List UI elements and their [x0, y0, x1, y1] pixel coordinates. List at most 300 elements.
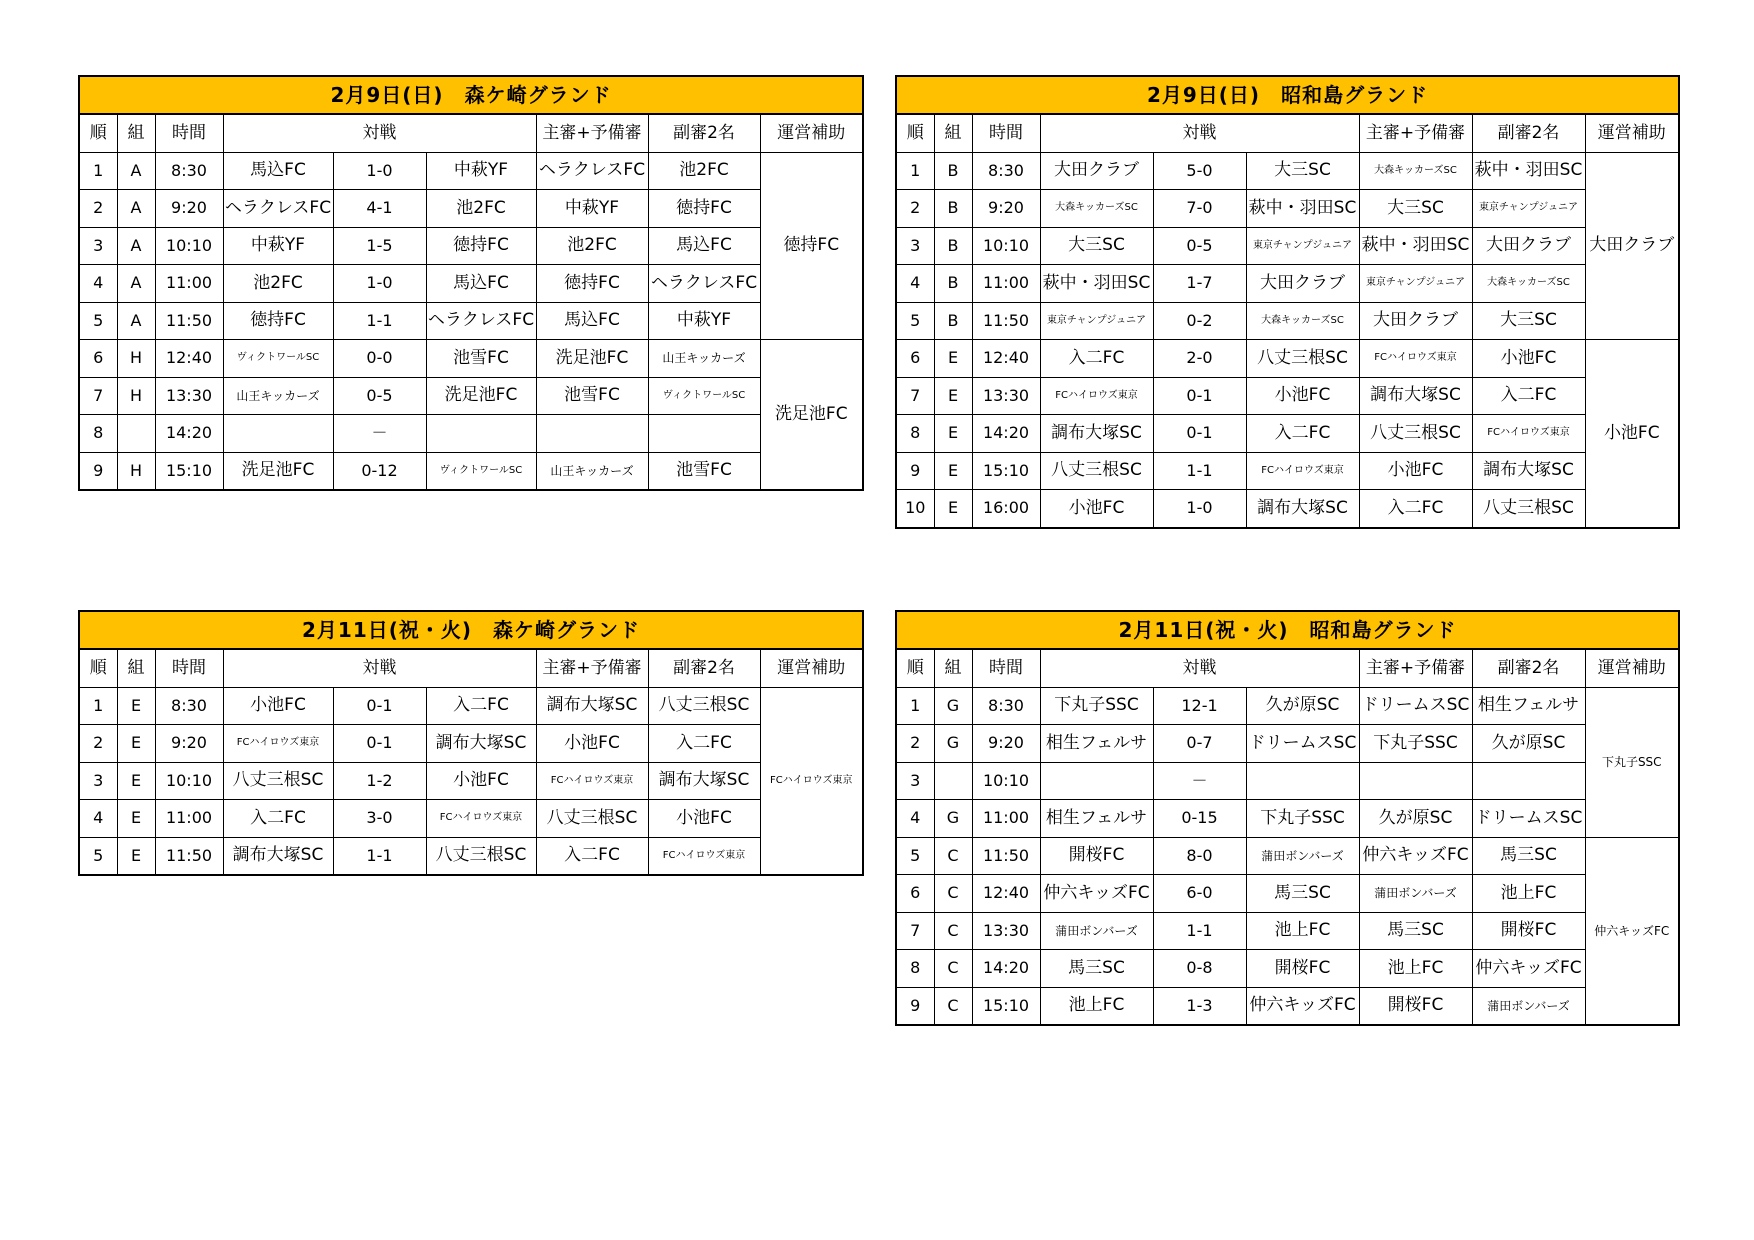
away-team: 馬込FC	[426, 265, 536, 303]
home-team: 小池FC	[1040, 490, 1153, 528]
match-score: 8-0	[1153, 837, 1246, 875]
away-team: ドリームスSC	[1246, 725, 1359, 763]
referee-team: ヘラクレスFC	[536, 152, 648, 190]
match-group: E	[117, 762, 155, 800]
table-row	[896, 265, 1679, 303]
match-time: 9:20	[972, 190, 1040, 228]
home-team	[1040, 762, 1153, 800]
match-score: 0-5	[333, 377, 426, 415]
table-title: 2月9日(日) 昭和島グランド	[896, 76, 1679, 114]
referee-team: 小池FC	[1359, 452, 1472, 490]
table-row	[79, 227, 863, 265]
assistant-team: 萩中・羽田SC	[1472, 152, 1585, 190]
header-assistants: 副審2名	[648, 649, 760, 687]
helper-team: 仲六キッズFC	[1585, 837, 1679, 1025]
referee-team: ドリームスSC	[1359, 687, 1472, 725]
match-time: 8:30	[972, 152, 1040, 190]
match-number: 1	[896, 687, 934, 725]
match-time: 11:50	[972, 837, 1040, 875]
home-team: ヴィクトワールSC	[223, 340, 333, 378]
home-team: 池2FC	[223, 265, 333, 303]
away-team: 大森キッカーズSC	[1246, 302, 1359, 340]
table-row	[896, 912, 1679, 950]
match-group: G	[934, 687, 972, 725]
match-score: 1-0	[1153, 490, 1246, 528]
header-order: 順	[79, 114, 117, 152]
schedule-table-4	[895, 610, 1680, 1026]
match-number: 4	[896, 265, 934, 303]
assistant-team: 大三SC	[1472, 302, 1585, 340]
referee-team: 八丈三根SC	[1359, 415, 1472, 453]
referee-team: 調布大塚SC	[536, 687, 648, 725]
away-team: 洗足池FC	[426, 377, 536, 415]
away-team: 東京チャンプジュニア	[1246, 227, 1359, 265]
match-score: 1-0	[333, 265, 426, 303]
match-number: 5	[79, 302, 117, 340]
match-group: G	[934, 725, 972, 763]
match-number: 6	[896, 340, 934, 378]
match-time: 10:10	[972, 762, 1040, 800]
match-group: A	[117, 152, 155, 190]
match-score: 1-5	[333, 227, 426, 265]
match-number: 9	[896, 987, 934, 1025]
match-group: E	[117, 800, 155, 838]
assistant-team: 徳持FC	[648, 190, 760, 228]
assistant-team: 蒲田ボンバーズ	[1472, 987, 1585, 1025]
table-row	[79, 762, 863, 800]
assistant-team: 仲六キッズFC	[1472, 950, 1585, 988]
match-number: 3	[79, 227, 117, 265]
header-order: 順	[79, 649, 117, 687]
table-row	[896, 302, 1679, 340]
match-number: 3	[896, 227, 934, 265]
match-time: 11:00	[972, 800, 1040, 838]
home-team: 大田クラブ	[1040, 152, 1153, 190]
referee-team: 馬込FC	[536, 302, 648, 340]
helper-team: 大田クラブ	[1585, 152, 1679, 340]
referee-team: 大三SC	[1359, 190, 1472, 228]
schedule-table-1	[78, 75, 864, 491]
table-row	[896, 687, 1679, 725]
assistant-team	[648, 415, 760, 453]
away-team: 池2FC	[426, 190, 536, 228]
away-team: 調布大塚SC	[426, 725, 536, 763]
table-row	[79, 190, 863, 228]
away-team: 久が原SC	[1246, 687, 1359, 725]
match-score: 5-0	[1153, 152, 1246, 190]
match-group	[934, 762, 972, 800]
home-team: 八丈三根SC	[223, 762, 333, 800]
match-score: 6-0	[1153, 875, 1246, 913]
match-time: 11:50	[155, 837, 223, 875]
match-score: 3-0	[333, 800, 426, 838]
match-score: 1-2	[333, 762, 426, 800]
away-team: 入二FC	[426, 687, 536, 725]
header-helper: 運営補助	[760, 649, 863, 687]
assistant-team	[1472, 762, 1585, 800]
match-group: B	[934, 265, 972, 303]
match-number: 10	[896, 490, 934, 528]
assistant-team: 調布大塚SC	[648, 762, 760, 800]
home-team: 大三SC	[1040, 227, 1153, 265]
away-team	[1246, 762, 1359, 800]
referee-team: 洗足池FC	[536, 340, 648, 378]
referee-team: 山王キッカーズ	[536, 452, 648, 490]
match-score: 1-1	[333, 837, 426, 875]
match-group: E	[934, 452, 972, 490]
assistant-team: 池雪FC	[648, 452, 760, 490]
home-team: 大森キッカーズSC	[1040, 190, 1153, 228]
match-score: 1-0	[333, 152, 426, 190]
assistant-team: 馬込FC	[648, 227, 760, 265]
table-row	[79, 687, 863, 725]
match-time: 15:10	[155, 452, 223, 490]
match-score: 0-1	[333, 687, 426, 725]
table-row	[896, 377, 1679, 415]
header-time: 時間	[972, 114, 1040, 152]
table-row	[896, 837, 1679, 875]
away-team: 徳持FC	[426, 227, 536, 265]
match-number: 5	[79, 837, 117, 875]
referee-team: 蒲田ボンバーズ	[1359, 875, 1472, 913]
match-number: 9	[896, 452, 934, 490]
match-score: 1-7	[1153, 265, 1246, 303]
match-time: 11:00	[155, 265, 223, 303]
match-score: 1-1	[333, 302, 426, 340]
match-score: 0-7	[1153, 725, 1246, 763]
match-number: 8	[79, 415, 117, 453]
away-team: 池上FC	[1246, 912, 1359, 950]
home-team: FCハイロウズ東京	[1040, 377, 1153, 415]
match-number: 1	[79, 152, 117, 190]
home-team: 徳持FC	[223, 302, 333, 340]
referee-team: 久が原SC	[1359, 800, 1472, 838]
assistant-team: ヴィクトワールSC	[648, 377, 760, 415]
match-group: E	[934, 377, 972, 415]
match-time: 10:10	[155, 762, 223, 800]
table-row	[79, 415, 863, 453]
referee-team	[536, 415, 648, 453]
home-team: 馬三SC	[1040, 950, 1153, 988]
match-group: E	[117, 687, 155, 725]
assistant-team: 中萩YF	[648, 302, 760, 340]
match-time: 10:10	[972, 227, 1040, 265]
home-team: 相生フェルサ	[1040, 800, 1153, 838]
header-match: 対戦	[1040, 649, 1359, 687]
match-time: 13:30	[972, 912, 1040, 950]
match-group: B	[934, 227, 972, 265]
away-team: 八丈三根SC	[1246, 340, 1359, 378]
match-time: 11:00	[155, 800, 223, 838]
table-row	[896, 227, 1679, 265]
header-match: 対戦	[223, 114, 536, 152]
match-number: 4	[79, 800, 117, 838]
helper-team: FCハイロウズ東京	[760, 687, 863, 875]
assistant-team: 入二FC	[1472, 377, 1585, 415]
table-row	[79, 800, 863, 838]
match-group: B	[934, 152, 972, 190]
header-referee: 主審+予備審	[536, 649, 648, 687]
away-team: 調布大塚SC	[1246, 490, 1359, 528]
home-team: 調布大塚SC	[1040, 415, 1153, 453]
header-group: 組	[117, 649, 155, 687]
match-number: 7	[896, 912, 934, 950]
match-group: H	[117, 340, 155, 378]
referee-team: 萩中・羽田SC	[1359, 227, 1472, 265]
assistant-team: 八丈三根SC	[1472, 490, 1585, 528]
helper-team: 小池FC	[1585, 340, 1679, 528]
table-title: 2月11日(祝・火) 昭和島グランド	[896, 611, 1679, 649]
home-team: 調布大塚SC	[223, 837, 333, 875]
away-team	[426, 415, 536, 453]
table-row	[896, 762, 1679, 800]
home-team: 下丸子SSC	[1040, 687, 1153, 725]
referee-team: 入二FC	[1359, 490, 1472, 528]
match-score: －	[1153, 762, 1246, 800]
home-team: FCハイロウズ東京	[223, 725, 333, 763]
schedule-table-3	[78, 610, 864, 876]
away-team: 蒲田ボンバーズ	[1246, 837, 1359, 875]
home-team: 中萩YF	[223, 227, 333, 265]
match-group: A	[117, 265, 155, 303]
assistant-team: 大田クラブ	[1472, 227, 1585, 265]
away-team: FCハイロウズ東京	[1246, 452, 1359, 490]
match-number: 7	[896, 377, 934, 415]
header-match: 対戦	[1040, 114, 1359, 152]
match-group: A	[117, 302, 155, 340]
match-number: 4	[896, 800, 934, 838]
match-score: 0-5	[1153, 227, 1246, 265]
header-order: 順	[896, 114, 934, 152]
table-row	[896, 340, 1679, 378]
match-group: C	[934, 912, 972, 950]
match-score: 0-0	[333, 340, 426, 378]
match-number: 6	[79, 340, 117, 378]
match-time: 10:10	[155, 227, 223, 265]
home-team: 入二FC	[223, 800, 333, 838]
match-score: 0-1	[333, 725, 426, 763]
home-team: 池上FC	[1040, 987, 1153, 1025]
match-score: 0-2	[1153, 302, 1246, 340]
match-number: 9	[79, 452, 117, 490]
referee-team	[1359, 762, 1472, 800]
table-row	[79, 725, 863, 763]
match-group: E	[934, 415, 972, 453]
home-team: 入二FC	[1040, 340, 1153, 378]
table-row	[79, 377, 863, 415]
match-group: B	[934, 302, 972, 340]
match-group: H	[117, 452, 155, 490]
match-score: 0-15	[1153, 800, 1246, 838]
referee-team: 入二FC	[536, 837, 648, 875]
table-row	[896, 190, 1679, 228]
match-number: 1	[79, 687, 117, 725]
assistant-team: 池上FC	[1472, 875, 1585, 913]
home-team: 小池FC	[223, 687, 333, 725]
match-time: 15:10	[972, 452, 1040, 490]
table-row	[79, 302, 863, 340]
match-number: 3	[79, 762, 117, 800]
referee-team: 中萩YF	[536, 190, 648, 228]
match-time: 8:30	[155, 687, 223, 725]
away-team: 入二FC	[1246, 415, 1359, 453]
match-score: 4-1	[333, 190, 426, 228]
helper-team: 下丸子SSC	[1585, 687, 1679, 837]
away-team: 小池FC	[426, 762, 536, 800]
home-team: 八丈三根SC	[1040, 452, 1153, 490]
referee-team: 大森キッカーズSC	[1359, 152, 1472, 190]
assistant-team: ドリームスSC	[1472, 800, 1585, 838]
match-number: 5	[896, 302, 934, 340]
header-group: 組	[934, 649, 972, 687]
referee-team: 馬三SC	[1359, 912, 1472, 950]
table-row	[896, 490, 1679, 528]
assistant-team: 調布大塚SC	[1472, 452, 1585, 490]
home-team: 洗足池FC	[223, 452, 333, 490]
match-time: 14:20	[972, 950, 1040, 988]
referee-team: 大田クラブ	[1359, 302, 1472, 340]
away-team: 小池FC	[1246, 377, 1359, 415]
match-score: 1-1	[1153, 912, 1246, 950]
assistant-team: 馬三SC	[1472, 837, 1585, 875]
table-row	[896, 725, 1679, 763]
table-row	[79, 837, 863, 875]
match-group: E	[934, 490, 972, 528]
schedule-table-2	[895, 75, 1680, 529]
header-helper: 運営補助	[760, 114, 863, 152]
match-group: G	[934, 800, 972, 838]
match-group: H	[117, 377, 155, 415]
match-number: 2	[896, 190, 934, 228]
referee-team: FCハイロウズ東京	[1359, 340, 1472, 378]
home-team: 山王キッカーズ	[223, 377, 333, 415]
header-referee: 主審+予備審	[1359, 649, 1472, 687]
match-time: 11:00	[972, 265, 1040, 303]
helper-team: 徳持FC	[760, 152, 863, 340]
assistant-team: 大森キッカーズSC	[1472, 265, 1585, 303]
home-team: 馬込FC	[223, 152, 333, 190]
match-time: 13:30	[155, 377, 223, 415]
header-assistants: 副審2名	[648, 114, 760, 152]
match-score: 2-0	[1153, 340, 1246, 378]
match-group: A	[117, 227, 155, 265]
match-time: 8:30	[972, 687, 1040, 725]
away-team: 馬三SC	[1246, 875, 1359, 913]
match-score: 12-1	[1153, 687, 1246, 725]
match-group: C	[934, 987, 972, 1025]
referee-team: 小池FC	[536, 725, 648, 763]
home-team: ヘラクレスFC	[223, 190, 333, 228]
table-row	[896, 800, 1679, 838]
home-team: 開桜FC	[1040, 837, 1153, 875]
match-group: E	[934, 340, 972, 378]
away-team: 八丈三根SC	[426, 837, 536, 875]
home-team: 東京チャンプジュニア	[1040, 302, 1153, 340]
header-referee: 主審+予備審	[1359, 114, 1472, 152]
referee-team: 調布大塚SC	[1359, 377, 1472, 415]
match-group: C	[934, 837, 972, 875]
away-team: 仲六キッズFC	[1246, 987, 1359, 1025]
referee-team: 開桜FC	[1359, 987, 1472, 1025]
assistant-team: 池2FC	[648, 152, 760, 190]
match-score: 0-12	[333, 452, 426, 490]
table-row	[79, 152, 863, 190]
table-row	[896, 152, 1679, 190]
referee-team: 八丈三根SC	[536, 800, 648, 838]
header-order: 順	[896, 649, 934, 687]
match-group: E	[117, 725, 155, 763]
match-time: 9:20	[155, 190, 223, 228]
table-row	[896, 950, 1679, 988]
away-team: 大田クラブ	[1246, 265, 1359, 303]
match-number: 3	[896, 762, 934, 800]
table-row	[79, 452, 863, 490]
header-group: 組	[117, 114, 155, 152]
away-team: ヘラクレスFC	[426, 302, 536, 340]
match-time: 11:50	[972, 302, 1040, 340]
assistant-team: 相生フェルサ	[1472, 687, 1585, 725]
match-number: 2	[79, 190, 117, 228]
referee-team: 池2FC	[536, 227, 648, 265]
away-team: 中萩YF	[426, 152, 536, 190]
match-time: 9:20	[972, 725, 1040, 763]
header-helper: 運営補助	[1585, 114, 1679, 152]
match-time: 12:40	[155, 340, 223, 378]
match-score: 0-1	[1153, 377, 1246, 415]
match-time: 9:20	[155, 725, 223, 763]
assistant-team: 八丈三根SC	[648, 687, 760, 725]
match-score: －	[333, 415, 426, 453]
table-title: 2月11日(祝・火) 森ケ崎グランド	[79, 611, 863, 649]
home-team	[223, 415, 333, 453]
match-number: 7	[79, 377, 117, 415]
match-number: 6	[896, 875, 934, 913]
header-time: 時間	[155, 114, 223, 152]
assistant-team: FCハイロウズ東京	[648, 837, 760, 875]
match-score: 0-8	[1153, 950, 1246, 988]
match-score: 1-1	[1153, 452, 1246, 490]
match-number: 4	[79, 265, 117, 303]
helper-team: 洗足池FC	[760, 340, 863, 491]
table-row	[896, 987, 1679, 1025]
header-assistants: 副審2名	[1472, 649, 1585, 687]
table-row	[79, 340, 863, 378]
table-title: 2月9日(日) 森ケ崎グランド	[79, 76, 863, 114]
away-team: 池雪FC	[426, 340, 536, 378]
home-team: 蒲田ボンバーズ	[1040, 912, 1153, 950]
header-referee: 主審+予備審	[536, 114, 648, 152]
table-row	[896, 415, 1679, 453]
header-assistants: 副審2名	[1472, 114, 1585, 152]
assistant-team: 小池FC	[1472, 340, 1585, 378]
referee-team: 下丸子SSC	[1359, 725, 1472, 763]
home-team: 仲六キッズFC	[1040, 875, 1153, 913]
match-group: A	[117, 190, 155, 228]
match-time: 15:10	[972, 987, 1040, 1025]
away-team: 萩中・羽田SC	[1246, 190, 1359, 228]
match-score: 7-0	[1153, 190, 1246, 228]
away-team: ヴィクトワールSC	[426, 452, 536, 490]
referee-team: 池雪FC	[536, 377, 648, 415]
assistant-team: 山王キッカーズ	[648, 340, 760, 378]
table-row	[896, 452, 1679, 490]
match-number: 2	[79, 725, 117, 763]
match-group: E	[117, 837, 155, 875]
header-time: 時間	[155, 649, 223, 687]
match-time: 11:50	[155, 302, 223, 340]
match-number: 2	[896, 725, 934, 763]
assistant-team: 入二FC	[648, 725, 760, 763]
